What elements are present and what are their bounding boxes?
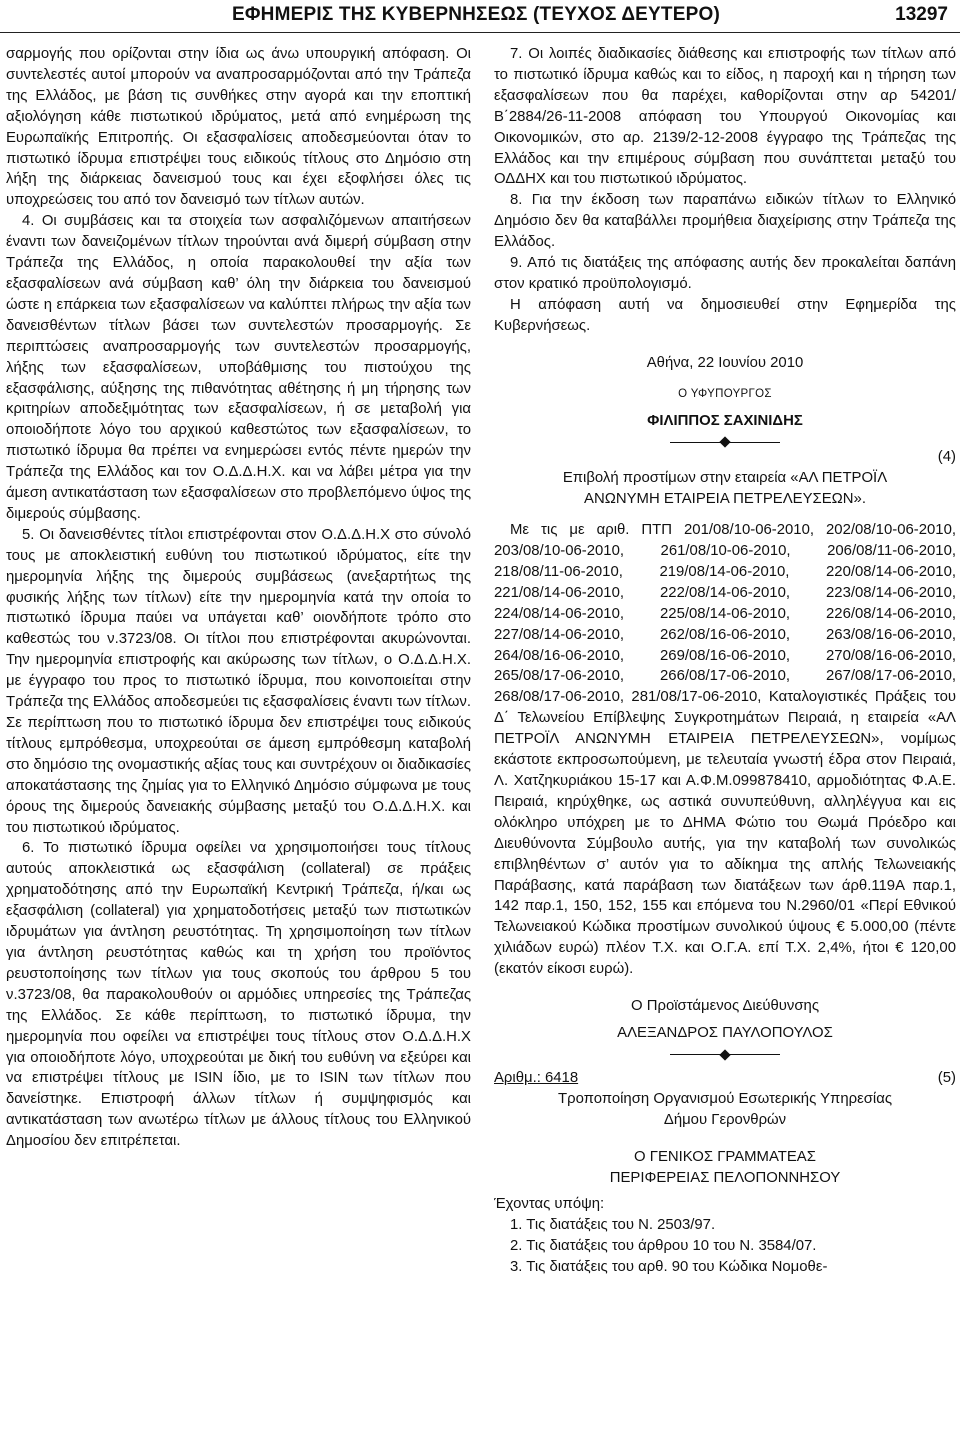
list-item: 1. Τις διατάξεις του Ν. 2503/97. — [510, 1217, 716, 1234]
paragraph-5: 5. Οι δανεισθέντες τίτλοι επιστρέφονται στον Ο.Δ.Δ.Η.Χ στο σύνολό τους με αποκλειστική ευθύνη του πιστωτικού ιδρύματος, είτε την ημερομηνία λήξης της διμερούς συμβάσεως (ανεξαρτήτως της φυσικής λήξης των τίτλων) είτε την ημερομηνία κατά την οποία το πιστωτικό ίδρυμα παύει να υπάγεται καθ’ οιονδήποτε τρόπο στο καθεστώς του ν.3723/08. Οι τίτλοι που επιστρέφονται ακυρώνονται. Την ημερομηνία επιστροφής και ακύρωσης των τίτλων, ο Ο.Δ.Δ.Η.Χ. με έγγραφο του προς το πιστωτικό ίδρυμα, που κοινοποιείται στην Τράπεζα της Ελλάδος αποδεσμεύει τις εξασφαλίσεις έναντι των τίτλων. Σε περίπτωση που το πιστωτικό ίδρυμα δεν επιστρέψει τους ειδικούς τίτλους εμπρόθεσμα, υποχρεούται σε άμεση εμπρόθεσμη καταβολή στο δημόσιο της ονομαστικής αξίας τους και συντρέχουν οι διαδικασίες αποκατάστασης της ζημίας για το Ελληνικό Δημόσιο σύμφωνα με τους όρους της διμερούς δανειακής σύμβασης μεταξύ του Ο.Δ.Δ.Η.Χ. και του πιστωτικού ιδρύματος. — [6, 526, 471, 836]
section-separator — [494, 1046, 956, 1064]
paragraph-8: 8. Για την έκδοση των παραπάνω ειδικών τίτλων το Ελληνικό Δημόσιο δεν θα καταβάλλει προμήθεια διαχείρισης στην Τράπεζα της Ελλάδος. — [494, 192, 956, 251]
having-regard: Έχοντας υπόψη: — [494, 1196, 605, 1213]
director-role: Ο Προϊστάμενος Διεύθυνσης — [631, 998, 819, 1015]
page-header — [0, 0, 960, 34]
decision5-ref-row — [494, 1068, 956, 1089]
paragraph-3-continued: σαρμογής που ορίζονται στην ίδια ως άνω υπουργική απόφαση. Οι συντελεστές αυτοί μπορούν να αναπροσαρμόζονται από την Τράπεζα της Ελλάδος, με βάση τις συνθήκες στην αγορά και την εποπτική αξιολόγηση κάθε πιστωτικού ιδρύματος, μετά από ενημέρωση της Ευρωπαϊκής Επιτροπής. Οι εξασφαλίσεις αποδεσμεύονται όταν το πιστωτικό ίδρυμα επιστρέψει τους ειδικούς τίτλους στο Δημόσιο στη λήξη της διάρκειας δανεισμού τους και έχει εξοφλήσει όλες τις υποχρεώσεις του από τον δανεισμό των τίτλων αυτών. — [6, 46, 471, 209]
decision-title-line1: Επιβολή προστίμων στην εταιρεία «ΑΛ ΠΕΤΡΟΪΛ — [562, 470, 888, 487]
paragraph-9: 9. Από τις διατάξεις της απόφασης αυτής δεν προκαλείται δαπάνη στον κρατικό προϋπολογισμό. — [494, 255, 956, 292]
signatory-name: ΦΙΛΙΠΠΟΣ ΣΑΧΙΝΙΔΗΣ — [647, 412, 803, 429]
signatory-role: Ο ΥΦΥΠΟΥΡΓΟΣ — [678, 387, 772, 400]
page-number: 13297 — [895, 4, 948, 25]
left-column — [6, 44, 471, 1424]
issuer-line1: Ο ΓΕΝΙΚΟΣ ΓΡΑΜΜΑΤΕΑΣ — [634, 1148, 816, 1165]
gazette-title: ΕΦΗΜΕΡΙΣ ΤΗΣ ΚΥΒΕΡΝΗΣΕΩΣ (ΤΕΥΧΟΣ ΔΕΥΤΕΡΟ) — [232, 4, 720, 25]
list-item: 2. Τις διατάξεις του άρθρου 10 του Ν. 3584/07. — [510, 1238, 817, 1255]
paragraph-6: 6. Το πιστωτικό ίδρυμα οφείλει να χρησιμοποιήσει τους τίτλους αυτούς αποκλειστικά ως εξασφάλιση (collateral) σε πράξεις χρηματοδότησης από την Ευρωπαϊκή Κεντρική Τράπεζα, ή/και ως εξασφάλιση (collateral) για χρηματοδοτήσεις μεταξύ των πιστωτικών ιδρυμάτων για άντληση ρευστότητας. Τη χρησιμοποίηση των τίτλων για άντληση ρευστότητας καθώς και τη χρήση του προϊόντος ρευστοποίησης των τίτλων για τους σκοπούς του άρθρου 5 του ν.3723/08, θα παρακολουθούν οι αρμόδιες υπηρεσίες της Τράπεζας της Ελλάδος. Σε κάθε περίπτωση, το πιστωτικό ίδρυμα, την ημερομηνία που οφείλει να επιστρέψει τους τίτλους στον Ο.Δ.Δ.Η.Χ για οποιοδήποτε λόγο, υποχρεούται με δική του ευθύνη να εξεύρει και να επιστρέψει τίτλους με ISIN ίδιο, με το ISIN των τίτλων που δανείστηκε. Επιστροφή άλλων τίτλων ή συμψηφισμός και αντικατάσταση των ανωτέρω τίτλων με άλλους τίτλους του Ελληνικού Δημοσίου δεν επιτρέπεται. — [6, 840, 471, 1150]
place-date: Αθήνα, 22 Ιουνίου 2010 — [646, 354, 804, 371]
decision-number: (5) — [937, 1069, 956, 1086]
paragraph-4: 4. Οι συμβάσεις και τα στοιχεία των ασφαλιζόμενων απαιτήσεων έναντι των δανειζομένων τίτλων τηρούνται ανά διμερή σύμβαση στην Τράπεζα της Ελλάδος, η οποία παρακολουθεί την αξία των εξασφαλίσεων ανά σύμβαση καθ’ όλη την διάρκεια του δανεισμού ώστε η επάρκεια των εξασφαλίσεων να καλύπτει πλήρως την αξία των δανεισθέντων τίτλων βάσει των συντελεστών προσαρμογής. Σε περιπτώσεις αναπροσαρμογής των συντελεστών προσαρμογής, λήξης των εξασφαλίσεων, υποβάθμισης του πιστούχου της εξασφάλισης, αύξησης της πιθανότητας αθέτησης ή μη τήρησης των κριτηρίων αποδεξιμότητας των εξασφαλίσεων, ή σε μεταβολή για οποιοδήποτε λόγο του αρχικού καθεστώτος των εξασφαλίσεων, το πιστωτικό ίδρυμα θα πρέπει να ενημερώσει εντός πέντε ημερών την Τράπεζα της Ελλάδος και τον Ο.Δ.Δ.Η.Χ. και να λάβει μέτρα για την άμεση αντικατάσταση των εξασφαλίσεων στο προβλεπόμενο ύψος της διμερούς σύμβασης. — [6, 213, 471, 522]
decision-title-line2: ΑΝΩΝΥΜΗ ΕΤΑΙΡΕΙΑ ΠΕΤΡΕΛΕΥΣΕΩΝ». — [584, 491, 866, 508]
decision-title-line1: Τροποποίηση Οργανισμού Εσωτερικής Υπηρεσίας — [558, 1090, 892, 1107]
list-item: 3. Τις διατάξεις του αρθ. 90 του Κώδικα Νομοθε- — [510, 1259, 828, 1276]
paragraph-7: 7. Οι λοιπές διαδικασίες διάθεσης και επιστροφής των τίτλων από το πιστωτικό ίδρυμα καθώς και το είδος, η παροχή και η τήρηση των εξασφαλίσεων που θα παρέχει, καθορίζονται στην αρ 54201/Β΄2884/26-11-2008 απόφαση του Υπουργού Οικονομίας και Οικονομικών, στο αρ. 2139/2-12-2008 έγγραφο της Τράπεζας της Ελλάδος και την επιμέρους σύμβαση που συνάπτεται μεταξύ του ΟΔΔΗΧ και του πιστωτικού ιδρύματος. — [494, 46, 956, 188]
decision-ref: Αριθμ.: 6418 — [494, 1069, 579, 1086]
decision-title-line2: Δήμου Γερονθρών — [663, 1111, 787, 1128]
director-name: ΑΛΕΞΑΝΔΡΟΣ ΠΑΥΛΟΠΟΥΛΟΣ — [617, 1024, 833, 1041]
header-rule — [0, 32, 960, 33]
issuer-line2: ΠΕΡΙΦΕΡΕΙΑΣ ΠΕΛΟΠΟΝΝΗΣΟΥ — [609, 1169, 841, 1186]
right-column — [494, 44, 956, 1424]
decision-number: (4) — [937, 449, 956, 466]
publication-order: Η απόφαση αυτή να δημοσιευθεί στην Εφημερίδα της Κυβερνήσεως. — [494, 296, 956, 334]
decision-body: Με τις με αριθ. ΠΤΠ 201/08/10-06-2010, 202/08/10-06-2010, 203/08/10-06-2010, 261/08/10-06-2010, 206/08/11-06-2010, 218/08/11-06-2010, 219/08/14-06-2010, 220/08/14-06-2010, 221/08/14-06-2010, 222/08/14-06-2010, 223/08/14-06-2010, 224/08/14-06-2010, 225/08/14-06-2010, 226/08/14-06-2010, 227/08/14-06-2010, 262/08/16-06-2010, 263/08/16-06-2010, 264/08/16-06-2010, 269/08/16-06-2010, 270/08/16-06-2010, 265/08/17-06-2010, 266/08/17-06-2010, 267/08/17-06-2010, 268/08/17-06-2010, 281/08/17-06-2010, Καταλογιστικές Πράξεις του Δ΄ Τελωνείου Επίβλεψης Συγκροτημάτων Πειραιά, η εταιρεία «ΑΛ ΠΕΤΡΟΪΛ ΑΝΩΝΥΜΗ ΕΤΑΙΡΕΙΑ ΠΕΤΡΕΛΕΥΣΕΩΝ», νομίμως εκάστοτε εκπροσωπούμενη, με τελευταία γνωστή έδρα στον Πειραιά, Λ. Χατζηκυριάκου 15-17 και Α.Φ.Μ.099878410, αρμοδιότητας Φ.Α.Ε. Πειραιά, κηρύχθηκε, ως αστικά συνυπεύθυνη, αλληλέγγυα και εις ολόκληρο υπόχρεη με το ΔΗΜΑ Φώτιο του Θωμά Πρόεδρο και Διευθύνοντα Σύμβουλο αυτής, για την καταβολή των συνολικώς επιβληθέντων σ’ αυτόν για το αδίκημα της απλής Τελωνειακής Παράβασης, κατά παράβαση των διατάξεων των άρθ.119Α παρ.1, 142 παρ.1, 150, 152, 155 και επόμενα του Ν.2960/01 «Περί Εθνικού Τελωνειακού Κώδικα προστίμων συνολικού ύψους € 5.000,00 (πέντε χιλιάδων ευρώ) πλέον Τ.Χ. και Ο.Γ.Α. επί Τ.Χ. 2,4%, ήτοι € 120,00 (εκατόν είκοσι ευρώ). — [494, 522, 956, 978]
